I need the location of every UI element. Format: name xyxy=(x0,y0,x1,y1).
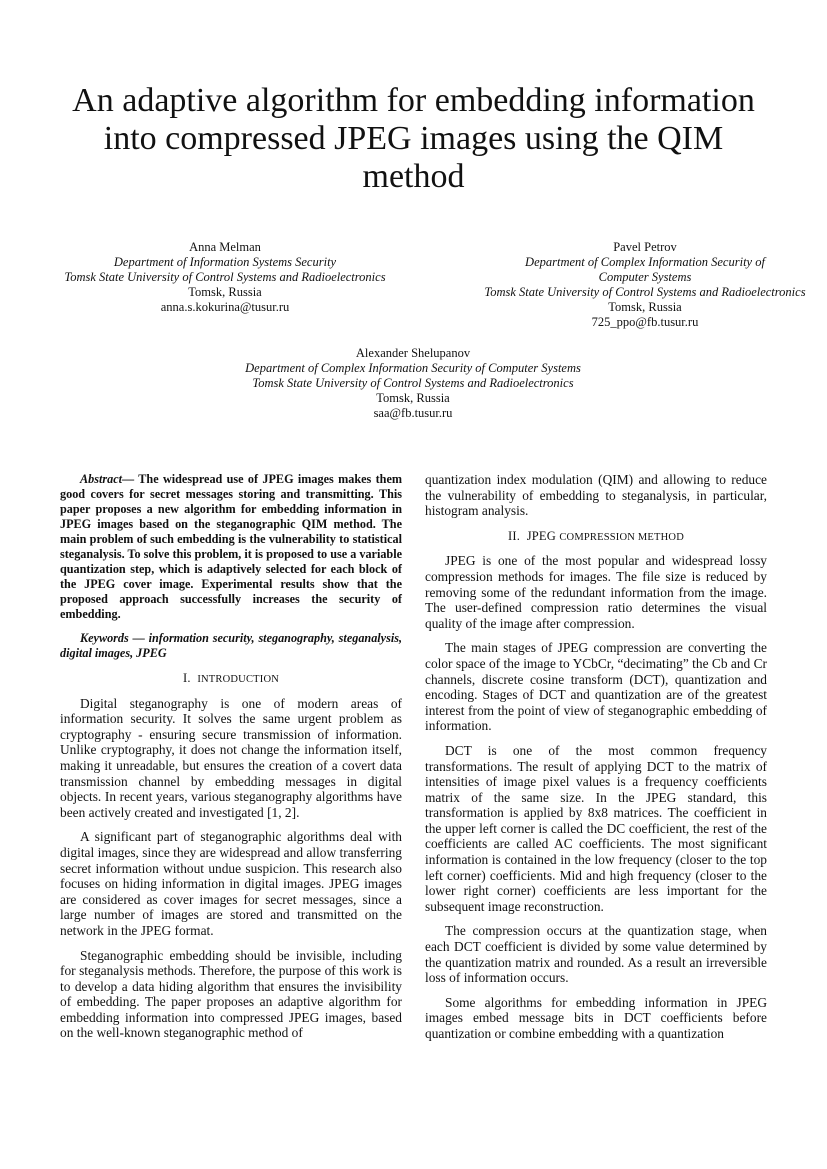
section-number: I. xyxy=(182,671,191,685)
paragraph: Steganographic embedding should be invisible, including for steganalysis methods. Therefore, the purpose of this work is to develop a data hiding algorithm that ensures the invisibility of embedding. The paper proposes an adaptive algorithm for embedding information into compressed JPEG images, based on the well-known steganographic method of xyxy=(60,947,402,1041)
abstract xyxy=(60,472,402,622)
author-university: Tomsk State University of Control Systems and Radioelectronics xyxy=(252,376,574,390)
author-block-3 xyxy=(213,346,613,421)
section-title-prefix: JPEG xyxy=(526,528,556,543)
paragraph: JPEG is one of the most popular and widespread lossy compression methods for images. The file size is reduced by removing some of the redundant information from the image. The user-defined compression ratio determines the visual quality of the image after compression. xyxy=(425,553,767,631)
paragraph: Some algorithms for embedding information in JPEG images embed message bits in DCT coefficients before quantization or combine embedding with a quantization xyxy=(425,994,767,1041)
paragraph: The compression occurs at the quantization stage, when each DCT coefficient is divided by some value determined by the quantization matrix and rounded. As a result an irreversible loss of information occurs. xyxy=(425,923,767,986)
paragraph: Digital steganography is one of modern areas of information security. It solves the same urgent problem as cryptography - ensuring secure transmission of information. Unlike cryptography, it does not change the information itself, making it unreadable, but ensures the creation of a covert data transmission channel by embedding messages in digital objects. In recent years, various steganography algorithms have been actively created and investigated [1, 2]. xyxy=(60,695,402,820)
author-department: Department of Complex Information Security of Computer Systems xyxy=(525,255,765,284)
paragraph: A significant part of steganographic algorithms deal with digital images, since they are widespread and allow transferring secret information without undue suspicion. This research also focuses on hiding information in digital images. JPEG images are considered as cover images for secret messages, since a large number of images are stored and transmitted on the network in the JPEG format. xyxy=(60,829,402,938)
author-block-2 xyxy=(440,240,827,330)
author-department: Department of Complex Information Security of Computer Systems xyxy=(245,361,581,375)
section-heading-jpeg-compression xyxy=(425,529,767,546)
paragraph-continuation: quantization index modulation (QIM) and allowing to reduce the vulnerability of embedding to steganalysis, in particular, histogram analysis. xyxy=(425,472,767,519)
paper-title: An adaptive algorithm for embedding information into compressed JPEG images using the QIM method xyxy=(72,82,755,195)
author-email: anna.s.kokurina@tusur.ru xyxy=(160,300,290,314)
keywords-label: Keywords — xyxy=(80,631,145,645)
abstract-text: The widespread use of JPEG images makes them good covers for secret messages storing and transmitting. This paper proposes a new algorithm for embedding information in JPEG images based on the steganographic QIM method. The main problem of such embedding is the vulnerability to statistical steganalysis. To solve this problem, it is proposed to use a variable quantization step, which is adaptively selected for each block of the JPEG cover image. Experimental results show that the proposed approach successfully increases the security of embedding. xyxy=(60,472,403,621)
author-name: Alexander Shelupanov xyxy=(355,346,471,360)
author-name: Pavel Petrov xyxy=(613,240,677,254)
keywords-text: information security, steganography, steganalysis, digital images, JPEG xyxy=(60,631,402,660)
author-university: Tomsk State University of Control Systems and Radioelectronics xyxy=(484,285,806,299)
right-column xyxy=(425,472,767,1051)
author-email: 725_ppo@fb.tusur.ru xyxy=(591,315,699,329)
section-title: COMPRESSION METHOD xyxy=(559,531,684,543)
abstract-label: Abstract— xyxy=(80,472,135,486)
keywords xyxy=(60,631,402,661)
section-heading-introduction xyxy=(60,671,402,688)
paragraph: The main stages of JPEG compression are converting the color space of the image to YCbCr, “decimating” the Cb and Cr channels, discrete cosine transform (DCT), quantization and encoding. Stages of DCT and quantization are of the greatest interest from the point of view of steganographic embedding of information. xyxy=(425,640,767,734)
author-name: Anna Melman xyxy=(189,240,261,254)
section-number: II. xyxy=(508,528,521,543)
author-city: Tomsk, Russia xyxy=(608,300,682,314)
section-title: INTRODUCTION xyxy=(197,674,280,685)
author-university: Tomsk State University of Control Systems and Radioelectronics xyxy=(64,270,386,284)
author-email: saa@fb.tusur.ru xyxy=(373,406,453,420)
author-department: Department of Information Systems Security xyxy=(113,255,337,269)
author-block-1 xyxy=(20,240,430,315)
left-column xyxy=(60,472,402,1050)
paragraph: DCT is one of the most common frequency transformations. The result of applying DCT to the matrix of intensities of image pixel values is a frequency coefficients matrix of the same size. In the JPEG standard, this transformation is applied by 8x8 matrices. The coefficient in the upper left corner is called the DC coefficient, the rest of the coefficients are called AC coefficients. The most significant information is contained in the low frequency (closer to the top left corner) coefficients. Mid and high frequency (closer to the lower right corner) coefficients are less important for the subsequent image reconstruction. xyxy=(425,742,767,914)
author-city: Tomsk, Russia xyxy=(188,285,262,299)
author-city: Tomsk, Russia xyxy=(376,391,450,405)
